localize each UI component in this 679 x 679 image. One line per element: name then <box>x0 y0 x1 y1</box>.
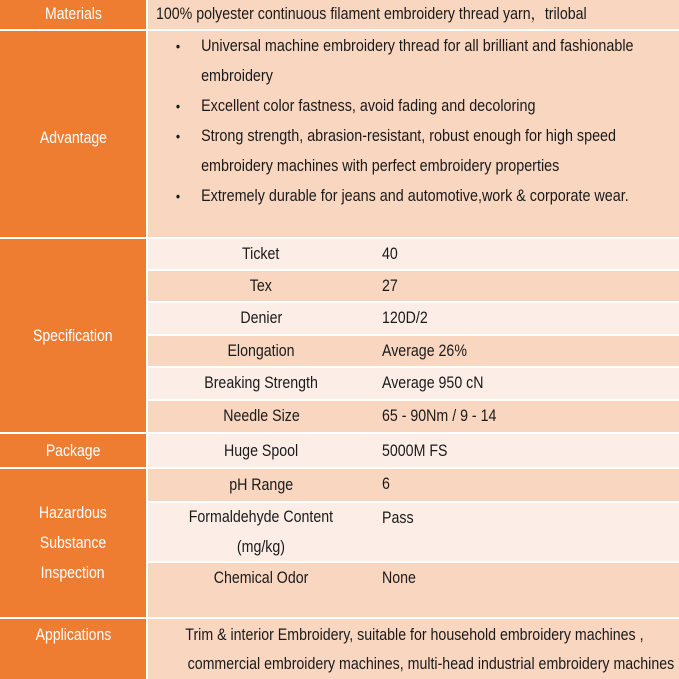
bullet-icon: • <box>175 98 181 114</box>
spec-key-text: Breaking Strength <box>204 374 318 392</box>
spec-value <box>376 239 679 269</box>
label-materials <box>0 0 146 29</box>
package-value-text: 5000M FS <box>382 441 448 460</box>
spec-key-text: Tex <box>249 277 273 295</box>
hazard-value <box>376 563 679 617</box>
spec-row <box>148 303 679 334</box>
label-hazardous <box>0 469 146 617</box>
spec-key-text: Ticket <box>242 245 280 263</box>
spec-value-text: Average 26% <box>382 342 467 360</box>
spec-key <box>148 368 374 399</box>
label-specification <box>0 239 146 432</box>
spec-value <box>376 336 679 366</box>
applications-line: commercial embroidery machines, multi-head industrial embroidery machines <box>187 655 675 673</box>
label-hazardous-line: Inspection <box>41 564 105 582</box>
hazard-value-text: None <box>382 569 416 587</box>
spec-row <box>148 401 679 432</box>
value-applications <box>148 619 679 679</box>
hazard-key-text: (mg/kg) <box>236 538 286 556</box>
advantage-item-text: Universal machine embroidery thread for all brilliant and fashionable embroidery <box>201 37 634 85</box>
hazard-key-text: pH Range <box>229 476 293 494</box>
label-materials-text: Materials <box>44 5 102 23</box>
spec-row <box>148 271 679 301</box>
hazard-key-text: Formaldehyde Content <box>188 508 334 526</box>
advantage-body <box>148 31 634 211</box>
spec-row <box>148 336 679 366</box>
package-key-text: Huge Spool <box>223 441 299 460</box>
label-package <box>0 434 146 467</box>
label-advantage-text: Advantage <box>39 129 107 147</box>
materials-text: 100% polyester continuous filament embroidery thread yarn，trilobal <box>156 5 587 23</box>
hazard-value-text: 6 <box>382 475 390 493</box>
spec-value <box>376 368 679 399</box>
spec-value-text: Average 950 cN <box>382 374 484 392</box>
spec-row <box>148 239 679 269</box>
applications-line: Trim & interior Embroidery, suitable for household embroidery machines , <box>185 626 644 644</box>
spec-value-text: 40 <box>382 245 398 263</box>
spec-key-text: Denier <box>240 309 282 327</box>
spec-key-text: Needle Size <box>222 407 300 425</box>
advantage-item-text: Extremely durable for jeans and automotive,work & corporate wear. <box>201 187 629 205</box>
spec-value-text: 120D/2 <box>382 309 428 327</box>
spec-key <box>148 239 374 269</box>
spec-value-text: 65 - 90Nm / 9 - 14 <box>382 407 497 425</box>
advantage-item <box>148 31 671 91</box>
spec-row <box>148 368 679 399</box>
spec-key-text: Elongation <box>227 342 295 360</box>
bullet-icon: • <box>175 38 181 54</box>
spec-key <box>148 271 374 301</box>
advantage-list <box>148 31 679 211</box>
hazard-row <box>148 563 679 617</box>
label-hazardous-line: Substance <box>39 534 107 552</box>
package-key <box>148 434 374 467</box>
hazard-key <box>148 563 374 617</box>
label-advantage <box>0 31 146 237</box>
bullet-icon: • <box>175 188 181 204</box>
package-row <box>148 434 679 467</box>
row-materials <box>0 0 679 29</box>
spec-value <box>376 303 679 334</box>
spec-value <box>376 271 679 301</box>
spec-key <box>148 401 374 432</box>
label-applications <box>0 619 146 679</box>
hazard-key-text: Chemical Odor <box>213 569 309 587</box>
hazard-value <box>376 469 679 501</box>
spec-value <box>376 401 679 432</box>
hazard-row <box>148 503 679 561</box>
spec-key <box>148 303 374 334</box>
hazard-value <box>376 503 679 561</box>
label-specification-text: Specification <box>33 326 113 345</box>
row-applications <box>0 619 679 679</box>
hazard-value-text: Pass <box>382 509 414 527</box>
package-value <box>376 434 679 467</box>
value-materials <box>148 0 679 29</box>
advantage-item-text: Strong strength, abrasion-resistant, robust enough for high speed embroidery machines with perfect embroidery properties <box>201 127 617 175</box>
hazard-key <box>148 503 374 561</box>
hazard-key <box>148 469 374 501</box>
bullet-icon: • <box>175 128 181 144</box>
label-applications-text: Applications <box>35 626 111 644</box>
hazard-row <box>148 469 679 501</box>
spec-key <box>148 336 374 366</box>
advantage-item <box>148 121 671 181</box>
advantage-item <box>148 91 671 121</box>
label-package-text: Package <box>45 441 101 460</box>
spec-value-text: 27 <box>382 277 398 295</box>
advantage-item <box>148 181 671 211</box>
advantage-item-text: Excellent color fastness, avoid fading and decoloring <box>201 97 536 115</box>
label-hazardous-line: Hazardous <box>39 504 107 522</box>
